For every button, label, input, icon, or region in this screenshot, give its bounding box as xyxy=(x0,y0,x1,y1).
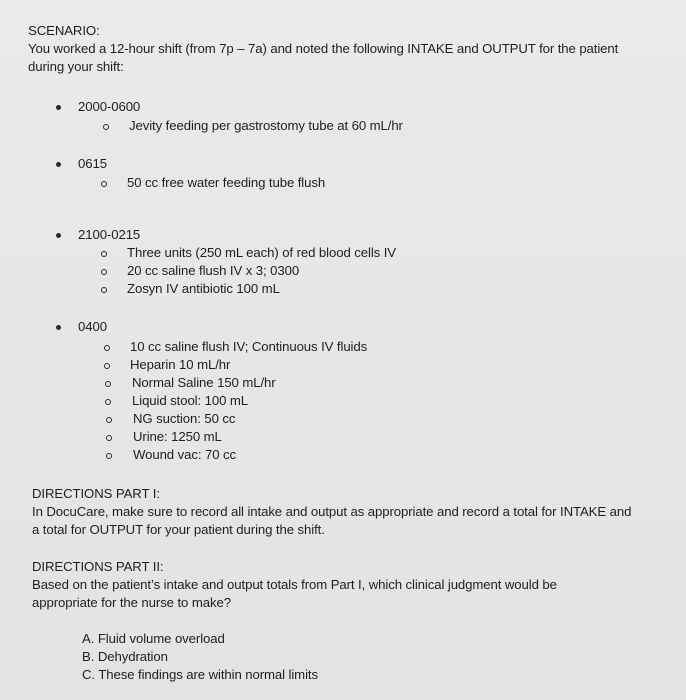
list-item: Zosyn IV antibiotic 100 mL xyxy=(127,281,280,296)
sub-bullet-icon xyxy=(104,345,110,351)
option-c: C. These findings are within normal limits xyxy=(82,667,318,682)
group-time-0615: 0615 xyxy=(78,156,107,171)
list-item: Urine: 1250 mL xyxy=(133,429,222,444)
group-time-2100-0215: 2100-0215 xyxy=(78,227,141,242)
sub-bullet-icon xyxy=(101,269,107,275)
sub-bullet-icon xyxy=(101,181,107,187)
sub-bullet-icon xyxy=(106,453,112,459)
sub-bullet-icon xyxy=(106,435,112,441)
list-item: Normal Saline 150 mL/hr xyxy=(132,375,276,390)
list-item: 10 cc saline flush IV; Continuous IV fluids xyxy=(130,339,368,354)
sub-bullet-icon xyxy=(101,251,107,257)
list-item: 50 cc free water feeding tube flush xyxy=(127,175,326,190)
directions-part-1-heading: DIRECTIONS PART I: xyxy=(32,486,160,501)
sub-bullet-icon xyxy=(105,399,111,405)
sub-bullet-icon xyxy=(105,381,111,387)
directions-part-2-line-2: appropriate for the nurse to make? xyxy=(32,595,231,610)
list-item: Jevity feeding per gastrostomy tube at 60 mL/hr xyxy=(129,118,403,133)
group-time-0400: 0400 xyxy=(78,319,107,334)
list-item: 20 cc saline flush IV x 3; 0300 xyxy=(127,263,300,278)
bullet-icon xyxy=(56,233,61,238)
directions-part-1-line-2: a total for OUTPUT for your patient during the shift. xyxy=(32,522,325,537)
option-a: A. Fluid volume overload xyxy=(82,631,225,646)
sub-bullet-icon xyxy=(101,287,107,293)
list-item: Heparin 10 mL/hr xyxy=(130,357,231,372)
directions-part-2-heading: DIRECTIONS PART II: xyxy=(32,559,164,574)
group-time-2000-0600: 2000-0600 xyxy=(78,99,141,114)
directions-part-2-line-1: Based on the patient’s intake and output totals from Part I, which clinical judgment would be xyxy=(32,577,557,592)
scenario-text-line-2: during your shift: xyxy=(28,59,124,74)
list-item: Three units (250 mL each) of red blood cells IV xyxy=(127,245,396,260)
scenario-text-line-1: You worked a 12-hour shift (from 7p – 7a) and noted the following INTAKE and OUTPUT for the patient xyxy=(28,41,619,56)
directions-part-1-line-1: In DocuCare, make sure to record all intake and output as appropriate and record a total for INTAKE and xyxy=(32,504,632,519)
sub-bullet-icon xyxy=(103,124,109,130)
bullet-icon xyxy=(56,105,61,110)
sub-bullet-icon xyxy=(104,363,110,369)
sub-bullet-icon xyxy=(106,417,112,423)
list-item: Liquid stool: 100 mL xyxy=(132,393,249,408)
list-item: NG suction: 50 cc xyxy=(133,411,236,426)
option-b: B. Dehydration xyxy=(82,649,168,664)
scenario-heading: SCENARIO: xyxy=(28,23,100,38)
bullet-icon xyxy=(56,325,61,330)
bullet-icon xyxy=(56,162,61,167)
list-item: Wound vac: 70 cc xyxy=(133,447,236,462)
